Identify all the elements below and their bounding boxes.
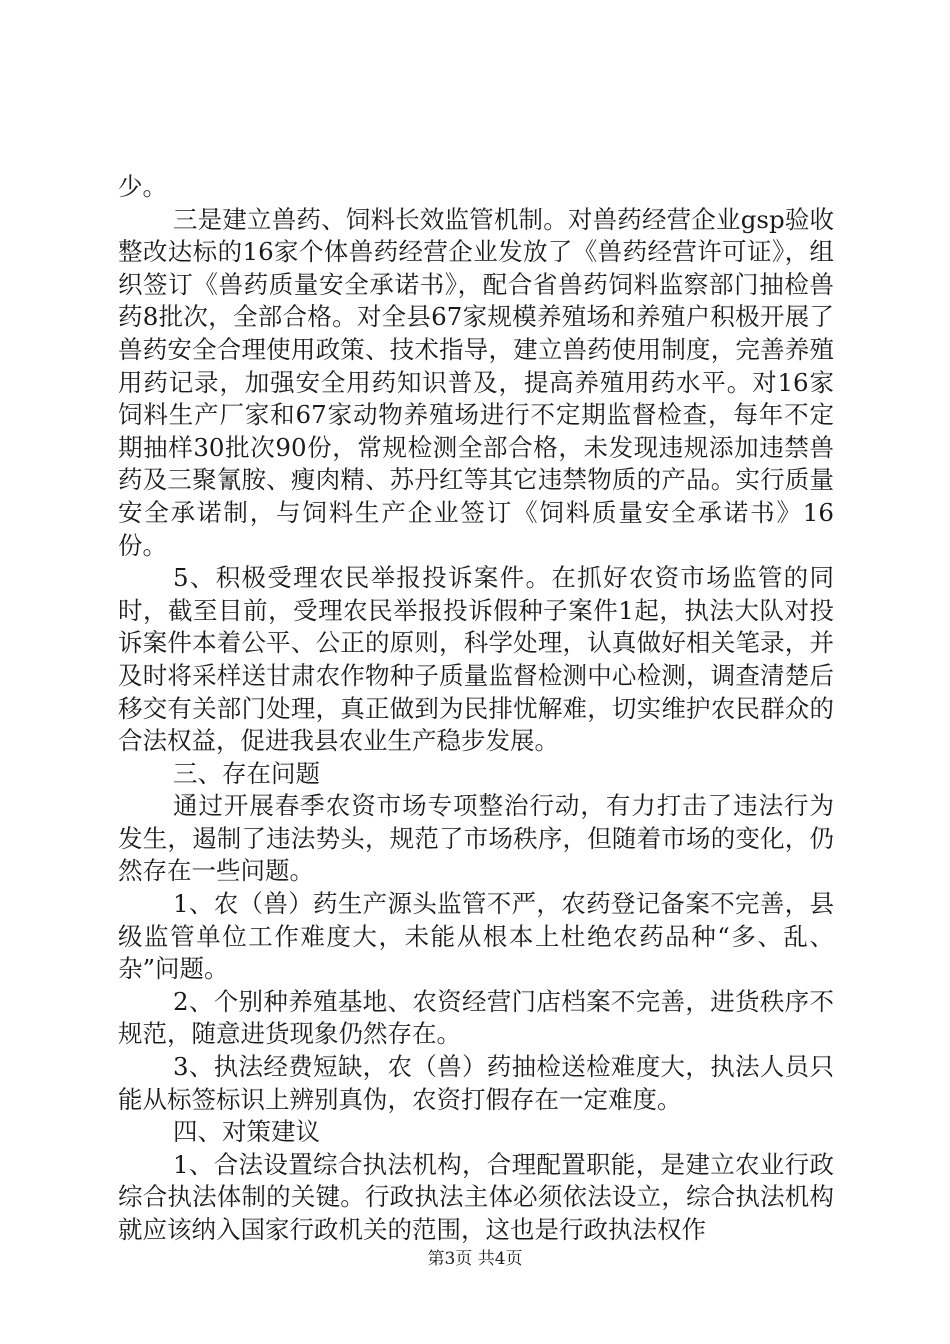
page-footer: 第3页 共4页 (427, 1249, 523, 1269)
paragraph-problem-1: 1、农（兽）药生产源头监管不严，农药登记备案不完善，县级监管单位工作难度大，未能从根本上杜绝农药品种“多、乱、杂”问题。 (118, 889, 834, 984)
heading-existing-problems: 三、存在问题 (173, 758, 320, 788)
paragraph-problem-3: 3、执法经费短缺，农（兽）药抽检送检难度大，执法人员只能从标签标识上辨别真伪，农资打假存在一定难度。 (118, 1052, 834, 1114)
paragraph-veterinary-feed-supervision: 三是建立兽药、饲料长效监管机制。对兽药经营企业gsp验收整改达标的16家个体兽药经营企业发放了《兽药经营许可证》，组织签订《兽药质量安全承诺书》，配合省兽药饲料监察部门抽检兽药8批次，全部合格。对全县67家规模养殖场和养殖户积极开展了兽药安全合理使用政策、技术指导，建立兽药使用制度，完善养殖用药记录，加强安全用药知识普及，提高养殖用药水平。对16家饲料生产厂家和67家动物养殖场进行不定期监督检查，每年不定期抽样30批次90份，常规检测全部合格，未发现违规添加违禁兽药及三聚氰胺、瘦肉精、苏丹红等其它违禁物质的产品。实行质量安全承诺制，与饲料生产企业签订《饲料质量安全承诺书》16份。 (118, 204, 834, 560)
document-body (118, 171, 834, 1247)
paragraph-complaints: 5、积极受理农民举报投诉案件。在抓好农资市场监管的同时，截至目前，受理农民举报投诉假种子案件1起，执法大队对投诉案件本着公平、公正的原则，科学处理，认真做好相关笔录，并及时将采样送甘肃农作物种子质量监督检测中心检测，调查清楚后移交有关部门处理，真正做到为民排忧解难，切实维护农民群众的合法权益，促进我县农业生产稳步发展。 (118, 563, 834, 756)
paragraph-countermeasure-1: 1、合法设置综合执法机构，合理配置职能，是建立农业行政综合执法体制的关键。行政执法主体必须依法设立，综合执法机构就应该纳入国家行政机关的范围，这也是行政执法权作 (118, 1149, 834, 1244)
paragraph-problem-2: 2、个别种养殖基地、农资经营门店档案不完善，进货秩序不规范，随意进货现象仍然存在。 (118, 986, 834, 1049)
heading-countermeasures: 四、对策建议 (173, 1117, 320, 1147)
paragraph-problems-intro: 通过开展春季农资市场专项整治行动，有力打击了违法行为发生，遏制了违法势头，规范了市场秩序，但随着市场的变化，仍然存在一些问题。 (118, 791, 834, 886)
paragraph-continuation: 少。 (118, 172, 167, 201)
